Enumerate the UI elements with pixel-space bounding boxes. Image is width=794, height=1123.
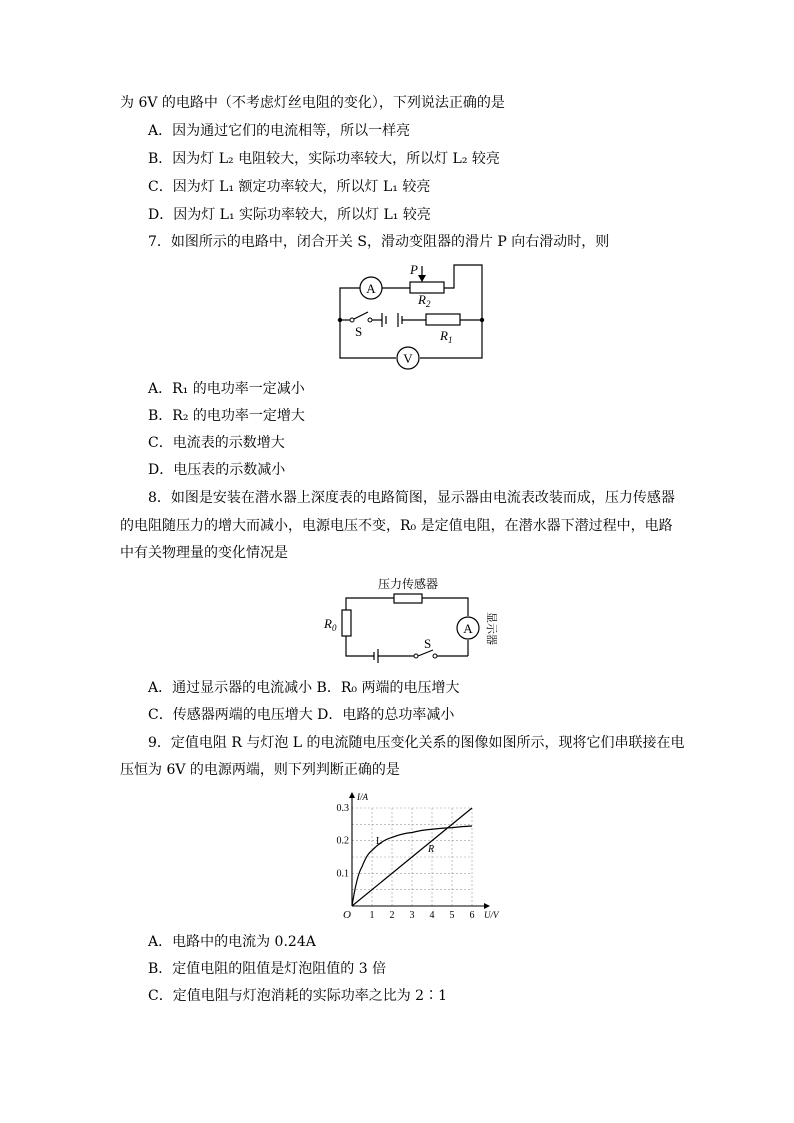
x-tick-label: 4 [429,910,435,921]
q6-stem: 为 6V 的电路中（不考虑灯丝电阻的变化），下列说法正确的是 [120,95,505,111]
q9-stem-line-2: 压恒为 6V 的电源两端，则下列判断正确的是 [120,762,400,778]
y-tick-label: 0.1 [336,868,349,880]
q6-option-d: D．因为灯 L₁ 实际功率较大，所以灯 L₁ 较亮 [148,207,431,223]
y-axis-label: I/A [357,792,368,802]
slider-label: P [410,262,418,277]
switch-blade [352,312,368,320]
q6-option-b: B．因为灯 L₂ 电阻较大，实际功率较大，所以灯 L₂ 较亮 [148,151,500,167]
r0-label: $R_0$ [324,616,337,633]
r2-label: $R_2$ [418,292,431,309]
y-tick-label: 0.3 [336,803,349,814]
r1-label: $R_1$ [440,328,453,345]
q7-stem: 7．如图所示的电路中，闭合开关 S，滑动变阻器的滑片 P 向右滑动时，则 [148,234,610,250]
q7-circuit-diagram [330,260,490,372]
y-axis-arrow-icon [349,792,355,798]
r2-resistor [410,282,444,293]
q7-option-a: A．R₁ 的电功率一定减小 [148,381,305,397]
x-tick-label: 3 [409,910,415,921]
junction-right [480,318,484,322]
q8-circuit-diagram [320,574,510,666]
x-tick-label: 6 [469,910,475,921]
switch-contact [414,654,418,658]
sensor-label: 压力传感器 [377,577,439,591]
switch-label: S [424,636,432,651]
switch-contact [350,318,354,322]
x-axis-arrow-icon [484,903,490,909]
slider-arrow-icon [418,275,426,282]
q9-iu-chart [330,790,499,922]
series-label-L: L [376,835,383,847]
x-tick-label: 5 [449,910,455,921]
r1-resistor [426,314,460,325]
wire-right-top [444,265,482,320]
q6-option-c: C．因为灯 L₁ 额定功率较大，所以灯 L₁ 较亮 [148,179,431,195]
q8-option-row-1: A．通过显示器的电流减小 B．R₀ 两端的电压增大 [148,680,460,696]
display-ammeter-label: A [463,621,473,636]
series-label-R: R [428,844,435,856]
display-label: 显示器 [485,612,498,645]
q8-option-row-2: C．传感器两端的电压增大 D．电路的总功率减小 [148,707,455,723]
x-tick-label: 1 [369,910,375,921]
q9-option-b: B．定值电阻的阻值是灯泡阻值的 3 倍 [148,961,387,977]
ammeter-label: A [366,281,376,296]
x-axis-label: U/V [484,910,499,920]
q7-option-d: D．电压表的示数减小 [148,462,286,478]
q6-option-a: A．因为通过它们的电流相等，所以一样亮 [148,123,411,139]
q7-option-c: C．电流表的示数增大 [148,435,285,451]
voltmeter-label: V [403,351,413,366]
q9-option-c: C．定值电阻与灯泡消耗的实际功率之比为 2∶1 [148,988,447,1004]
q8-stem-line-2: 的电阻随压力的增大而减小，电源电压不变，R₀ 是定值电阻，在潜水器下潜过程中，电路 [120,518,673,534]
q8-stem-line-1: 8．如图是安装在潜水器上深度表的电路简图，显示器由电流表改装而成，压力传感器 [148,490,675,506]
q9-stem-line-1: 9．定值电阻 R 与灯泡 L 的电流随电压变化关系的图像如图所示，现将它们串联接在电 [148,735,685,751]
r0-resistor [342,610,351,636]
pressure-sensor [394,594,422,603]
q7-option-b: B．R₂ 的电功率一定增大 [148,408,305,424]
x-tick-label: 2 [389,910,395,921]
wire-left-top [340,288,360,320]
origin-label: O [343,909,351,921]
q9-option-a: A．电路中的电流为 0.24A [148,934,316,950]
switch-label: S [355,324,363,339]
junction-left [338,318,342,322]
q8-stem-line-3: 中有关物理量的变化情况是 [120,545,288,561]
y-tick-label: 0.2 [336,835,349,847]
